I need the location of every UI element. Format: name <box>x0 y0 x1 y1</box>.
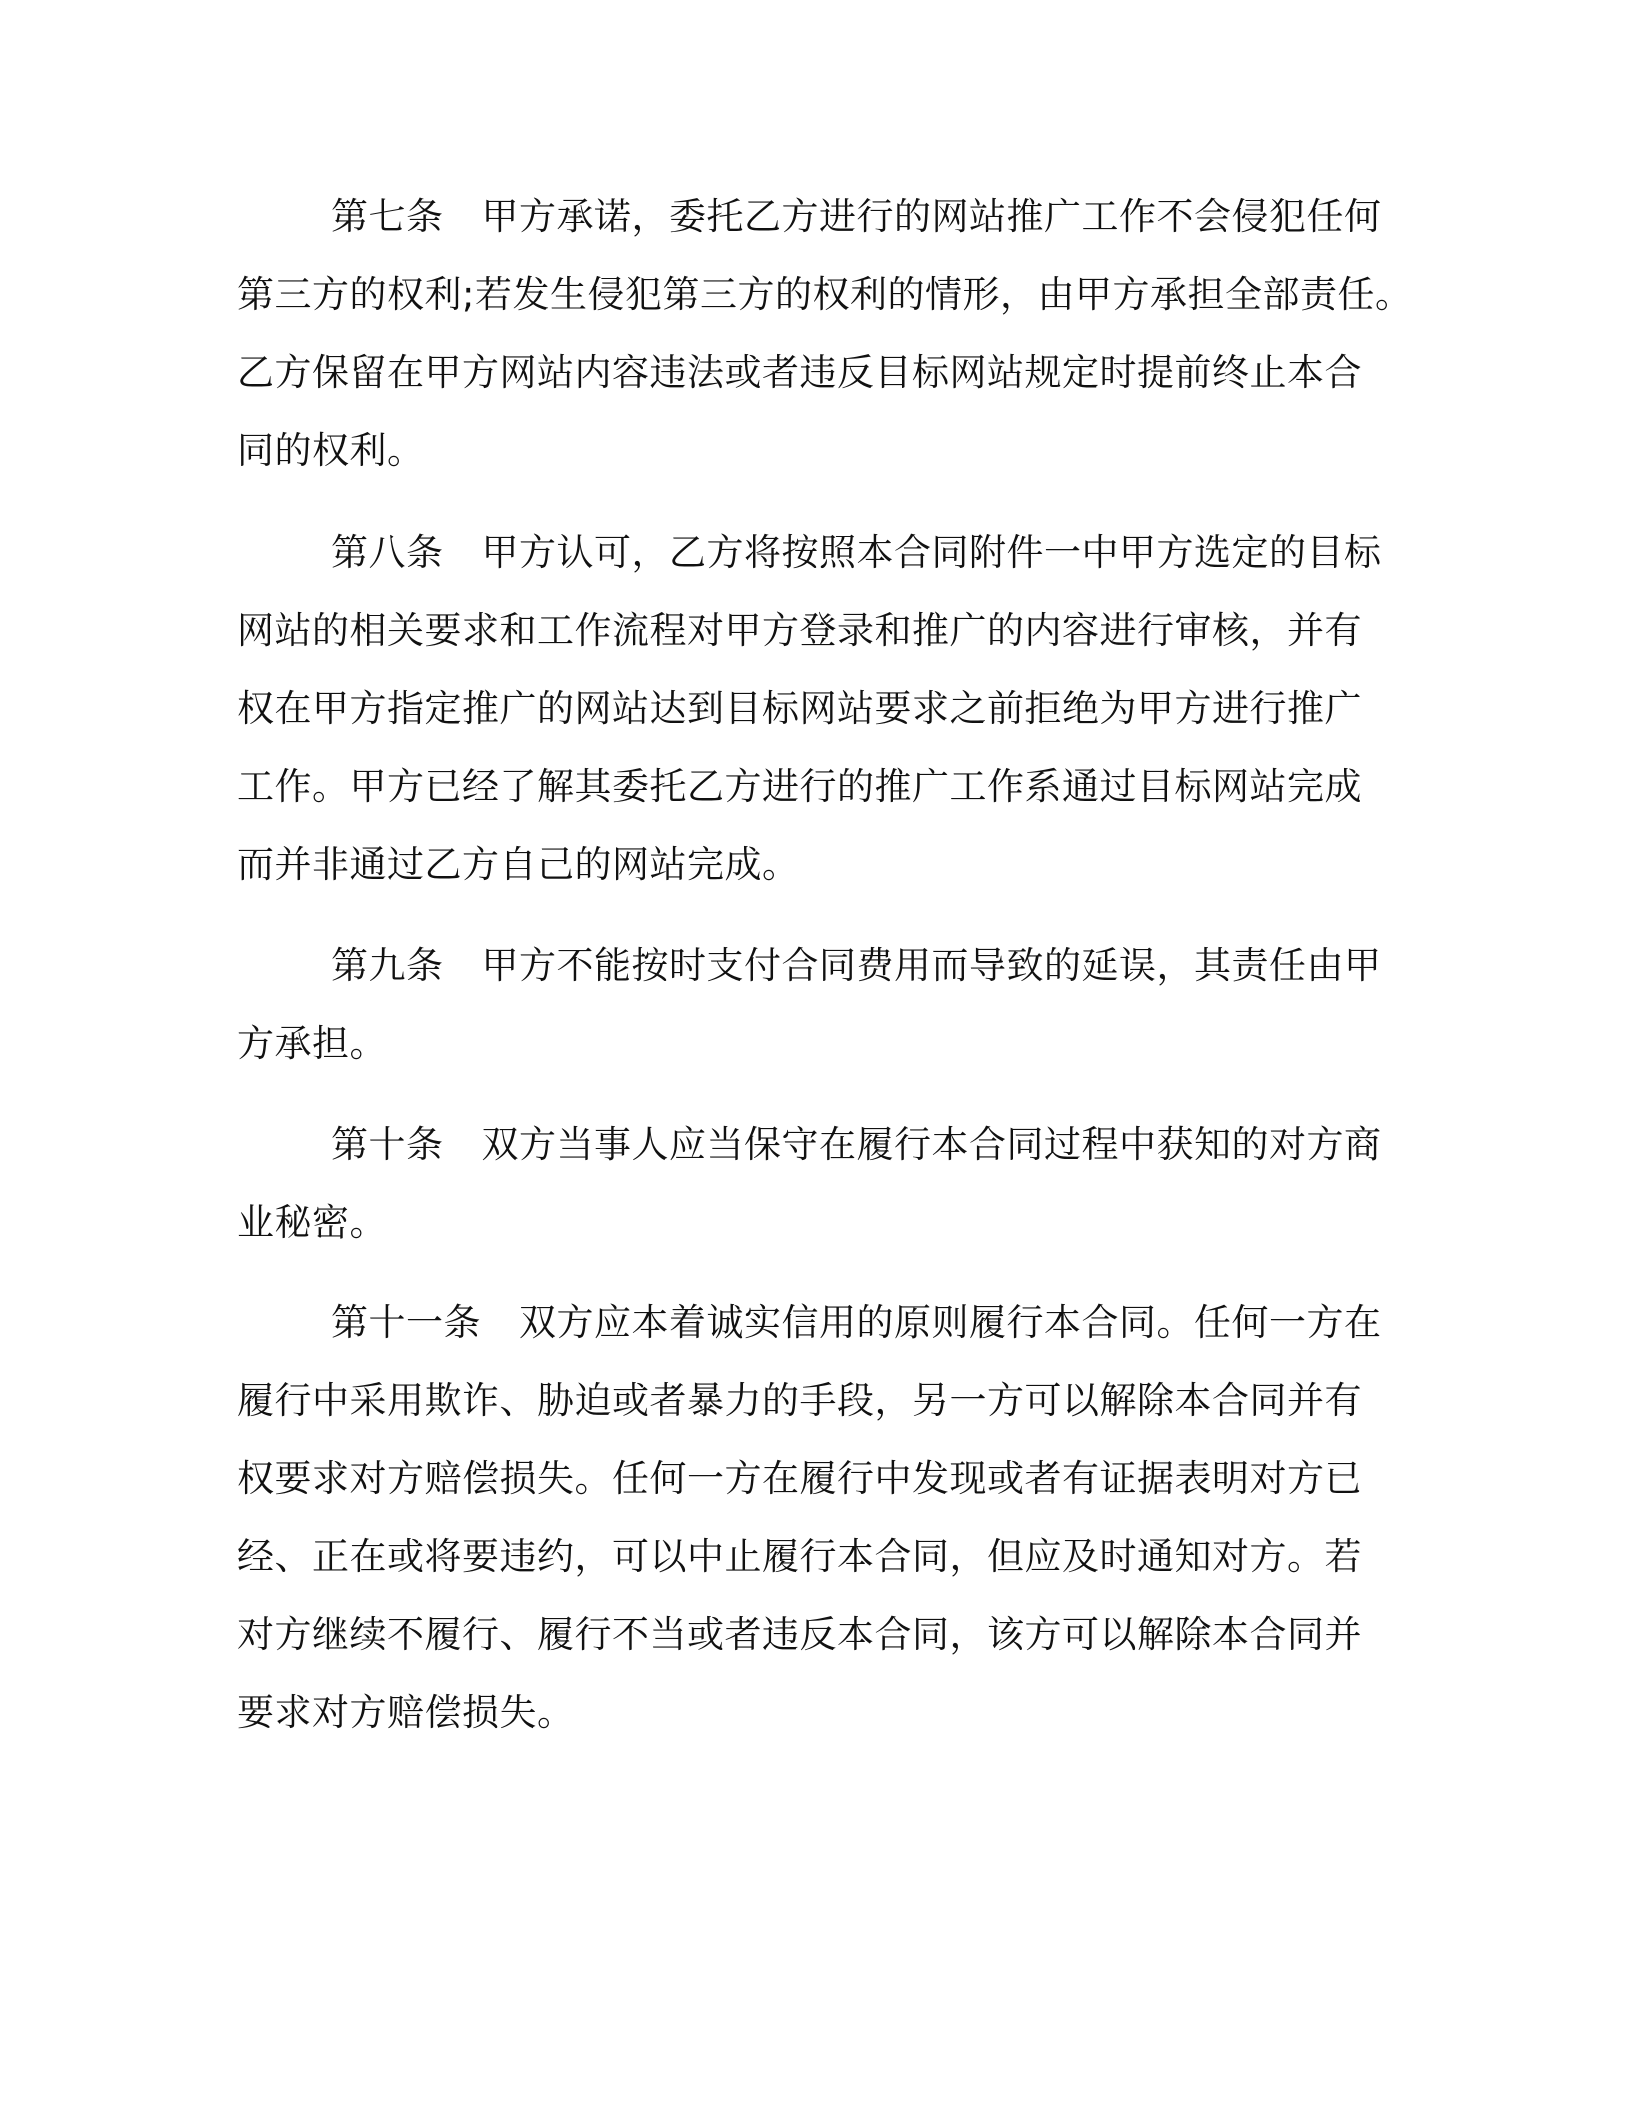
article-9-line-2: 方承担。 <box>237 1022 387 1065</box>
article-9 <box>237 927 1397 1083</box>
article-7-line-3: 乙方保留在甲方网站内容违法或者违反目标网站规定时提前终止本合 <box>237 351 1362 394</box>
article-8-line-5: 而并非通过乙方自己的网站完成。 <box>237 843 800 886</box>
article-11-line-4: 经、正在或将要违约，可以中止履行本合同，但应及时通知对方。若 <box>237 1535 1362 1578</box>
article-9-text-1: 甲方不能按时支付合同费用而导致的延误，其责任由甲 <box>481 944 1382 987</box>
article-8-line-1 <box>237 514 1397 592</box>
article-11-line-3: 权要求对方赔偿损失。任何一方在履行中发现或者有证据表明对方已 <box>237 1457 1362 1500</box>
article-11-line-1 <box>237 1284 1397 1362</box>
article-8-text-1: 甲方认可，乙方将按照本合同附件一中甲方选定的目标 <box>481 531 1382 574</box>
article-8-line-3: 权在甲方指定推广的网站达到目标网站要求之前拒绝为甲方进行推广 <box>237 687 1362 730</box>
article-8-number: 第八条 <box>331 531 444 574</box>
article-7-line-4: 同的权利。 <box>237 429 425 472</box>
article-8-line-2: 网站的相关要求和工作流程对甲方登录和推广的内容进行审核，并有 <box>237 609 1362 652</box>
article-8 <box>237 514 1397 904</box>
article-10 <box>237 1106 1397 1262</box>
article-7-number: 第七条 <box>331 195 444 238</box>
article-11-number: 第十一条 <box>331 1301 481 1344</box>
article-11-text-1: 双方应本着诚实信用的原则履行本合同。任何一方在 <box>519 1301 1382 1344</box>
article-7-line-1 <box>237 178 1397 256</box>
article-11 <box>237 1284 1397 1752</box>
article-10-line-1 <box>237 1106 1397 1184</box>
article-10-text-1: 双方当事人应当保守在履行本合同过程中获知的对方商 <box>481 1123 1382 1166</box>
article-11-line-6: 要求对方赔偿损失。 <box>237 1691 575 1734</box>
article-10-line-2: 业秘密。 <box>237 1201 387 1244</box>
article-7-line-2: 第三方的权利;若发生侵犯第三方的权利的情形，由甲方承担全部责任。 <box>237 273 1413 316</box>
article-9-number: 第九条 <box>331 944 444 987</box>
article-7-text-1: 甲方承诺，委托乙方进行的网站推广工作不会侵犯任何 <box>481 195 1382 238</box>
article-11-line-2: 履行中采用欺诈、胁迫或者暴力的手段，另一方可以解除本合同并有 <box>237 1379 1362 1422</box>
article-8-line-4: 工作。甲方已经了解其委托乙方进行的推广工作系通过目标网站完成 <box>237 765 1362 808</box>
article-11-line-5: 对方继续不履行、履行不当或者违反本合同，该方可以解除本合同并 <box>237 1613 1362 1656</box>
article-9-line-1 <box>237 927 1397 1005</box>
article-10-number: 第十条 <box>331 1123 444 1166</box>
article-7 <box>237 178 1413 490</box>
